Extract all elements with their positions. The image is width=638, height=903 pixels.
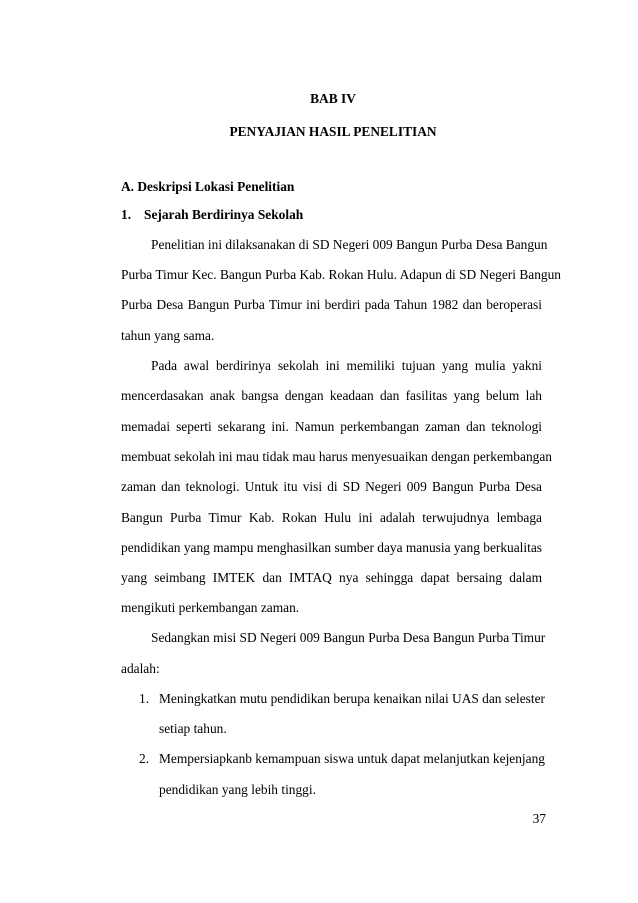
- list-item-line: setiap tahun.: [159, 721, 227, 736]
- paragraph-line: tahun yang sama.: [121, 328, 215, 343]
- subsection-title: Sejarah Berdirinya Sekolah: [144, 207, 304, 222]
- page-number: 37: [532, 811, 546, 826]
- paragraph-line: Purba Desa Bangun Purba Timur ini berdiri pada Tahun 1982 dan beroperasi: [121, 297, 542, 312]
- chapter-number: BAB IV: [310, 91, 356, 106]
- paragraph-line: Bangun Purba Timur Kab. Rokan Hulu ini adalah terwujudnya lembaga: [121, 510, 542, 525]
- paragraph-line: memadai seperti sekarang ini. Namun perkembangan zaman dan teknologi: [121, 419, 542, 434]
- paragraph-line: membuat sekolah ini mau tidak mau harus menyesuaikan dengan perkembangan: [121, 449, 552, 464]
- paragraph-line: Pada awal berdirinya sekolah ini memiliki tujuan yang mulia yakni: [151, 358, 542, 373]
- paragraph-line: Penelitian ini dilaksanakan di SD Negeri 009 Bangun Purba Desa Bangun: [151, 237, 548, 252]
- list-item-number: 2.: [139, 751, 150, 766]
- list-item-line: Meningkatkan mutu pendidikan berupa kenaikan nilai UAS dan selester: [159, 691, 545, 706]
- paragraph-line: Sedangkan misi SD Negeri 009 Bangun Purba Desa Bangun Purba Timur: [151, 630, 546, 645]
- list-item-line: pendidikan yang lebih tinggi.: [159, 782, 316, 797]
- list-item-line: Mempersiapkanb kemampuan siswa untuk dapat melanjutkan kejenjang: [159, 751, 545, 766]
- paragraph-line: Purba Timur Kec. Bangun Purba Kab. Rokan Hulu. Adapun di SD Negeri Bangun: [121, 267, 561, 282]
- paragraph-line: mencerdasakan anak bangsa dengan keadaan dan fasilitas yang belum lah: [121, 388, 542, 403]
- paragraph-line: adalah:: [121, 661, 160, 676]
- section-heading: A. Deskripsi Lokasi Penelitian: [121, 179, 295, 194]
- paragraph-line: mengikuti perkembangan zaman.: [121, 600, 300, 615]
- paragraph-line: pendidikan yang mampu menghasilkan sumber daya manusia yang berkualitas: [121, 540, 542, 555]
- subsection-number: 1.: [121, 207, 132, 222]
- list-item-number: 1.: [139, 691, 150, 706]
- chapter-title: PENYAJIAN HASIL PENELITIAN: [229, 124, 437, 139]
- paragraph-line: zaman dan teknologi. Untuk itu visi di SD Negeri 009 Bangun Purba Desa: [121, 479, 542, 494]
- paragraph-line: yang seimbang IMTEK dan IMTAQ nya sehingga dapat bersaing dalam: [121, 570, 542, 585]
